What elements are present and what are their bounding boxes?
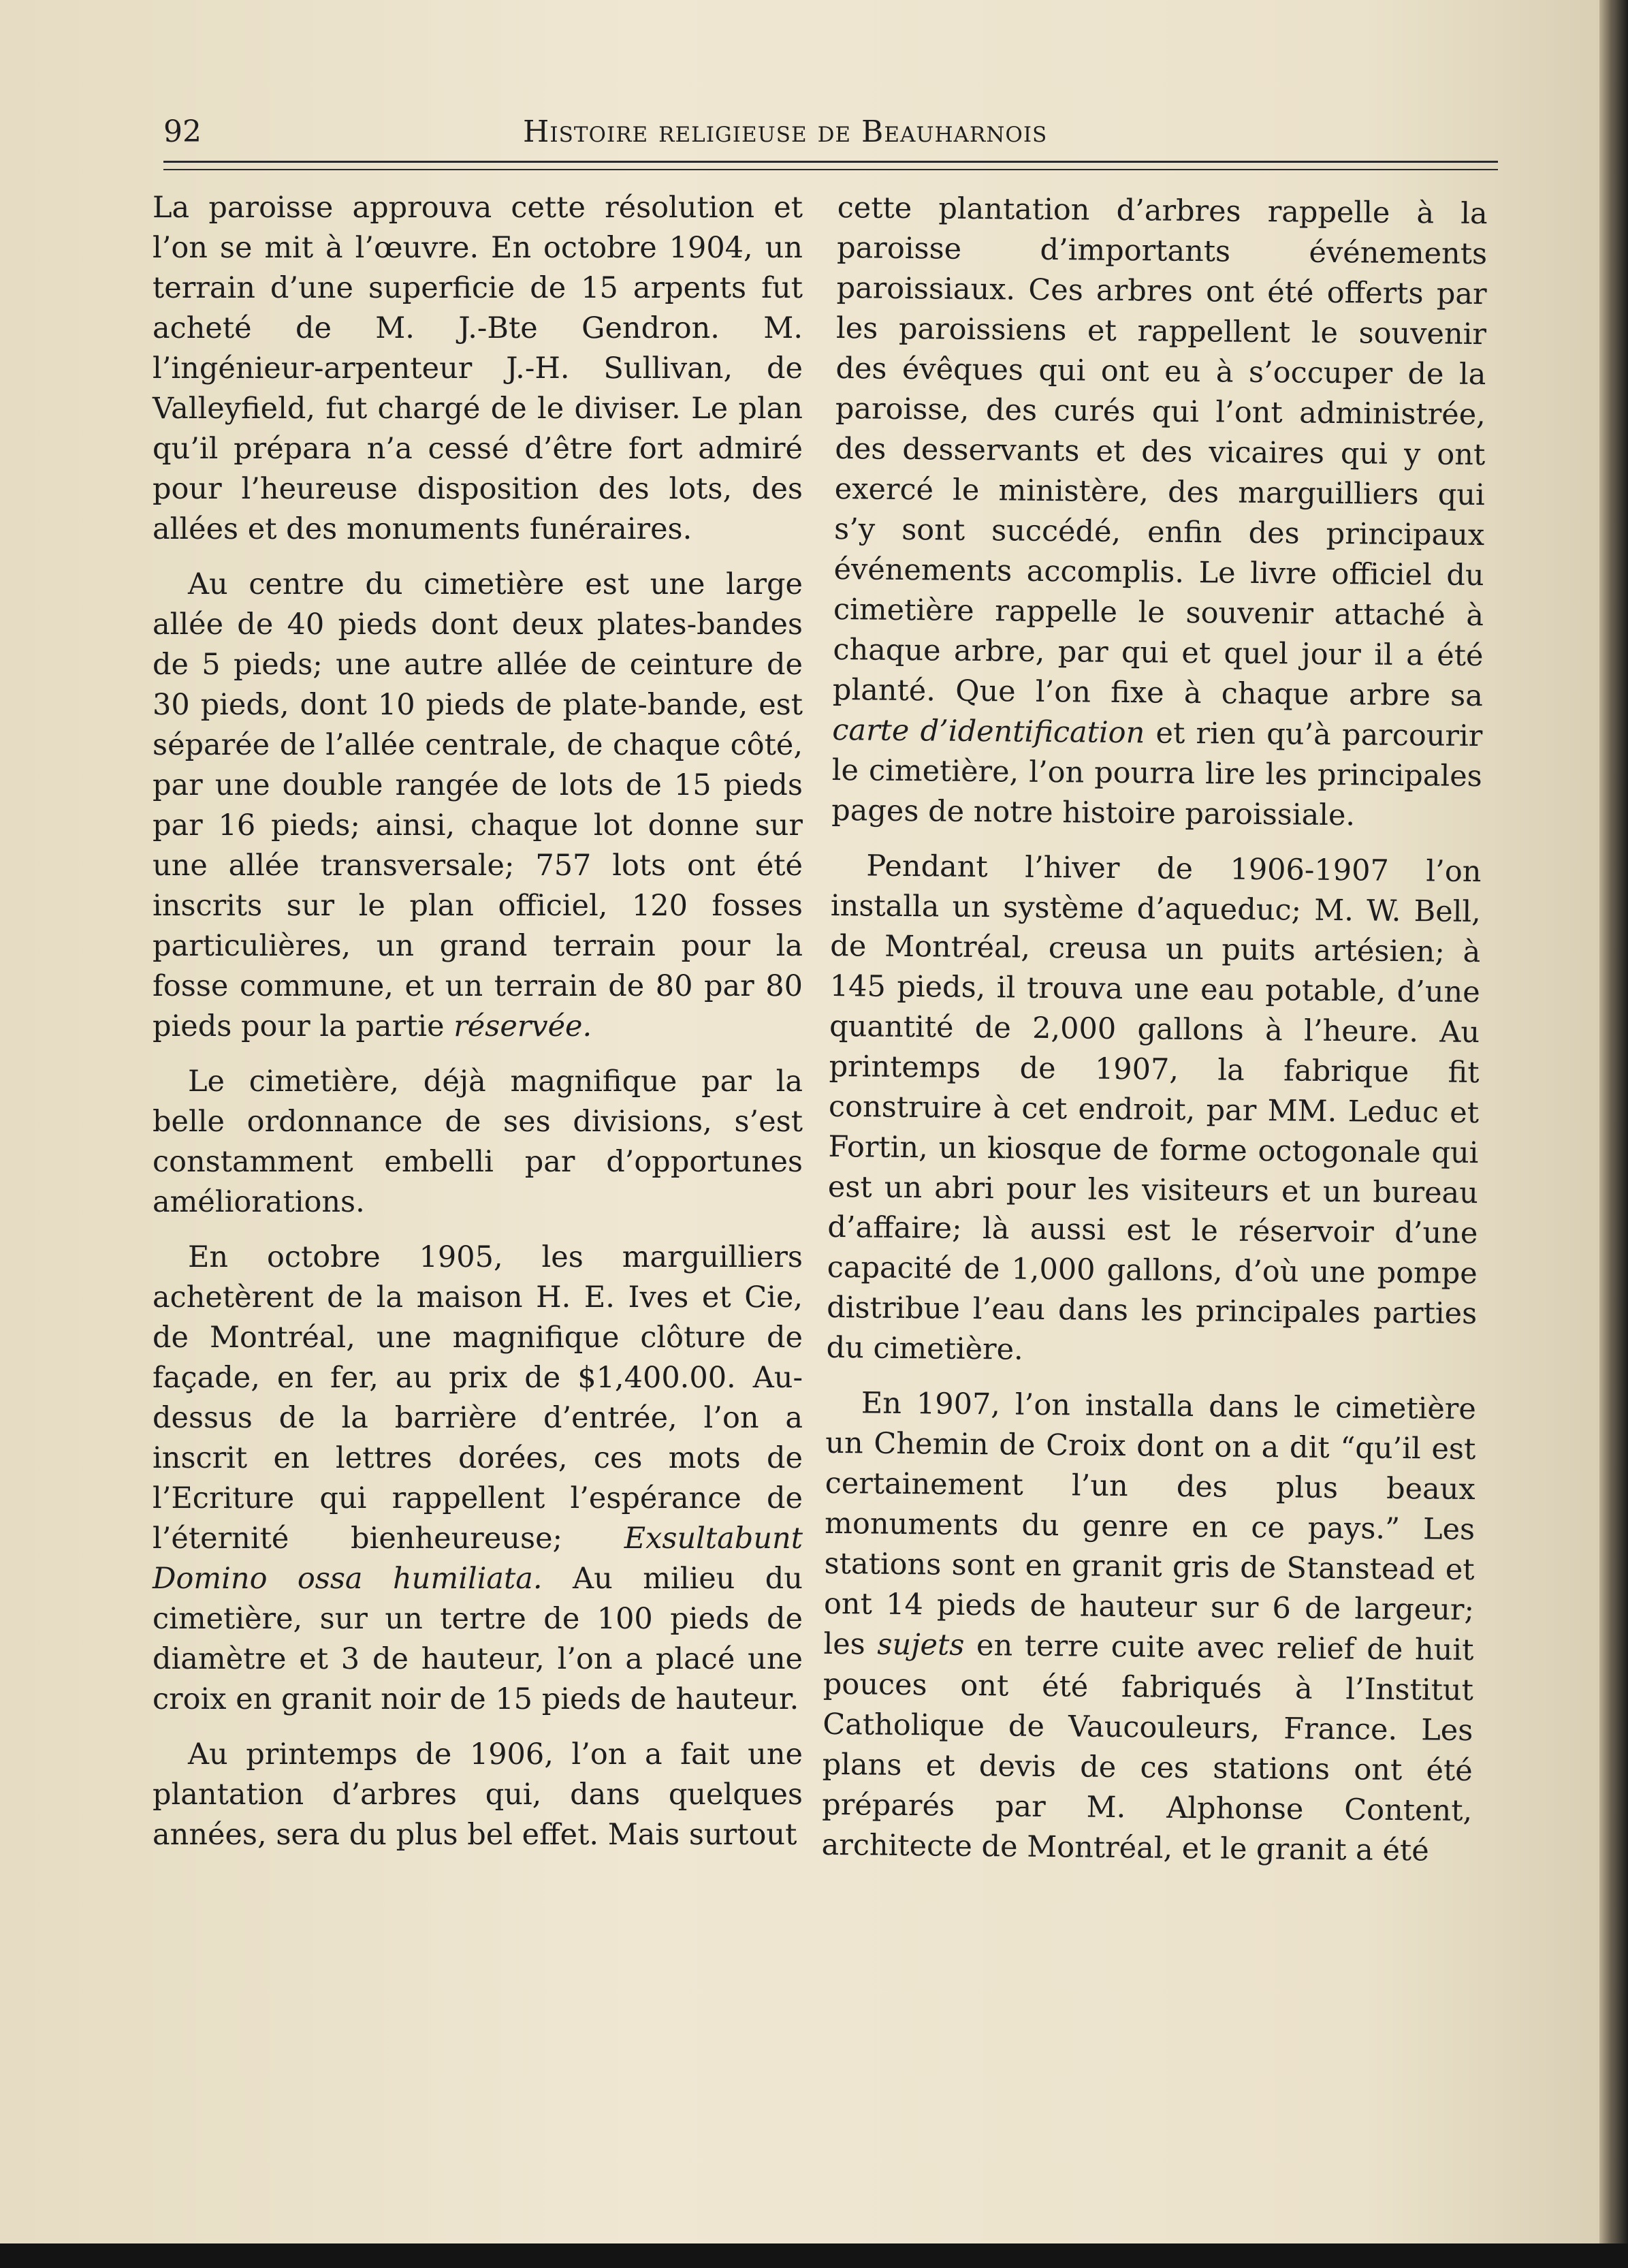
paragraph: [831, 188, 1488, 837]
scan-bottom-edge: [0, 2243, 1628, 2268]
page-header: [163, 114, 1498, 155]
paragraph: [821, 1383, 1476, 1872]
paragraph: [153, 565, 803, 1047]
paragraph-text: Le cimetière, déjà magnifique par la belle ordonnance de ses divisions, s’est constamment embelli par d’opportunes améliorations.: [153, 1065, 803, 1219]
paragraph-text: Au milieu du cimetière, sur un tertre de 100 pieds de diamètre et 3 de hauteur, l’on a placé une croix en granit noir de 15 pieds de hauteur.: [153, 1562, 803, 1716]
paragraph-text: Au printemps de 1906, l’on a fait une plantation d’arbres qui, dans quelques années, sera du plus bel effet. Mais surtout: [153, 1737, 803, 1852]
paragraph: [153, 1735, 803, 1855]
paragraph-text: En octobre 1905, les marguilliers achetèrent de la maison H. E. Ives et Cie, de Montréal, une magnifique clôture de façade, en fer, au prix de $1,400.00. Au-dessus de la barrière d’entrée, l’on a inscrit en lettres dorées, ces mots de l’Ecriture qui rappellent l’espérance de l’éternité bienheureuse;: [153, 1240, 803, 1556]
paragraph-text: et rien qu’à parcourir le cimetière, l’on pourra lire les principales pages de notre histoire paroissiale.: [831, 716, 1483, 833]
paragraph: [153, 188, 803, 550]
italic-text: carte d’identification: [832, 712, 1145, 751]
paragraph-text: Pendant l’hiver de 1906-1907 l’on installa un système d’aqueduc; M. W. Bell, de Montréal, creusa un puits artésien; à 145 pieds, il trouva une eau potable, d’une quantité de 2,000 gallons à l’heure. Au printemps de 1907, la fabrique fit construire à cet endroit, par MM. Leduc et Fortin, un kiosque de forme octogonale qui est un abri pour les visiteurs et un bureau d’affaire; là aussi est le réservoir d’une capacité de 1,000 gallons, d’où une pompe distribue l’eau dans les principales parties du cimetière.: [826, 849, 1482, 1367]
italic-text: sujets: [877, 1627, 965, 1663]
page-number: 92: [163, 114, 202, 149]
paragraph: [153, 1238, 803, 1720]
paragraph-text: en terre cuite avec relief de huit pouces ont été fabriqués à l’Institut Catholique de Vaucouleurs, France. Les plans et devis de ces stations ont été préparés par M. Alphonse Content, architecte de Montréal, et le granit a été: [821, 1628, 1474, 1868]
left-column: [153, 188, 803, 1855]
italic-text: réservée.: [453, 1009, 592, 1043]
paragraph: [153, 1062, 803, 1223]
paragraph: [826, 846, 1481, 1374]
book-spine-shadow: [1599, 0, 1628, 2268]
paragraph-text: cette plantation d’arbres rappelle à la paroisse d’importants événements paroissiaux. Ces arbres ont été offerts par les paroissiens et rappellent le souvenir des évêques qui ont eu à s’occuper de la paroisse, des curés qui l’ont administrée, des desservants et des vicaires qui y ont exercé le ministère, des marguilliers qui s’y sont succédé, enfin des principaux événements accomplis. Le livre officiel du cimetière rappelle le souvenir attaché à chaque arbre, par qui et quel jour il a été planté. Que l’on fixe à chaque arbre sa: [832, 190, 1488, 714]
header-rule: [163, 161, 1498, 170]
italic-text: Exsultabunt Domino ossa humiliata.: [153, 1522, 803, 1596]
running-title: Histoire religieuse de Beauharnois: [523, 114, 1048, 149]
right-column: [821, 188, 1488, 1872]
paragraph-text: La paroisse approuva cette résolution et l’on se mit à l’œuvre. En octobre 1904, un terrain d’une superficie de 15 arpents fut acheté de M. J.-Bte Gendron. M. l’ingénieur-arpenteur J.-H. Sullivan, de Valleyfield, fut chargé de le diviser. Le plan qu’il prépara n’a cessé d’être fort admiré pour l’heureuse disposition des lots, des allées et des monuments funéraires.: [153, 191, 803, 546]
paragraph-text: En 1907, l’on installa dans le cimetière un Chemin de Croix dont on a dit “qu’il est certainement l’un des plus beaux monuments du genre en ce pays.” Les stations sont en granit gris de Stanstead et ont 14 pieds de hauteur sur 6 de largeur; les: [823, 1386, 1477, 1662]
paragraph-text: Au centre du cimetière est une large allée de 40 pieds dont deux plates-bandes de 5 pieds; une autre allée de ceinture de 30 pieds, dont 10 pieds de plate-bande, est séparée de l’allée centrale, de chaque côté, par une double rangée de lots de 15 pieds par 16 pieds; ainsi, chaque lot donne sur une allée transversale; 757 lots ont été inscrits sur le plan officiel, 120 fosses particulières, un grand terrain pour la fosse commune, et un terrain de 80 par 80 pieds pour la partie: [153, 567, 803, 1043]
